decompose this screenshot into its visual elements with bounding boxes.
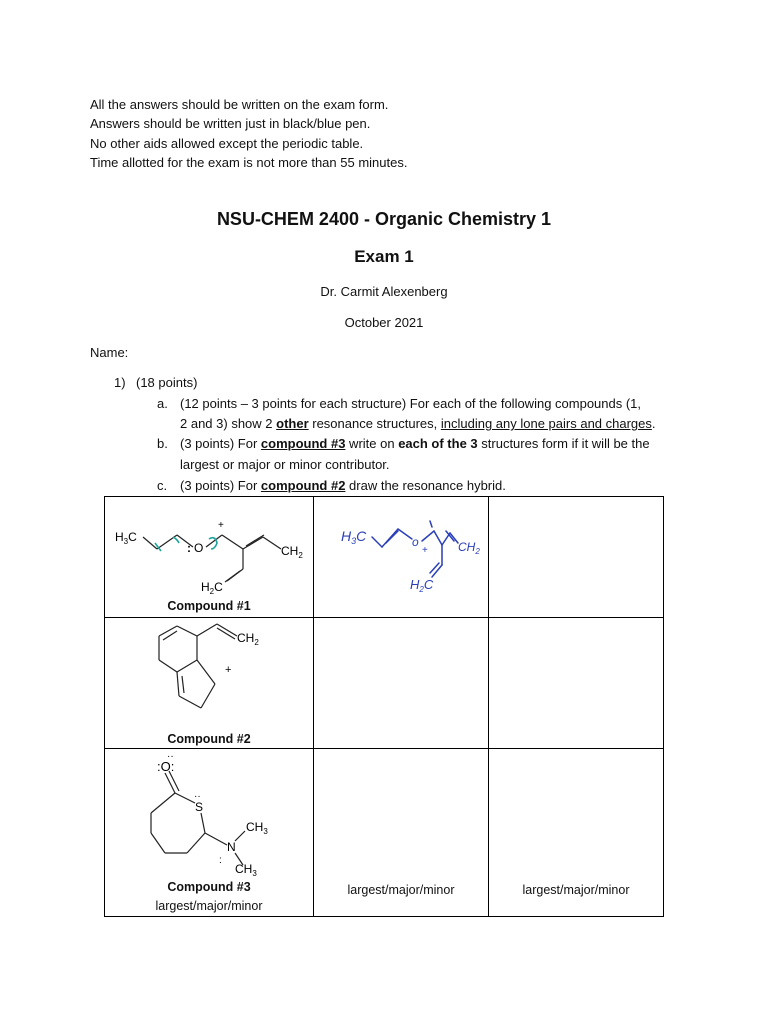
part-b-marker: b. <box>157 436 168 451</box>
compound-1-cell <box>105 497 314 618</box>
plus-charge: + <box>218 520 224 531</box>
part-a-text: . <box>651 416 656 431</box>
compound-2-label: Compound #2 <box>167 732 251 746</box>
oxygen-label: :O: <box>157 759 175 774</box>
part-a-text: resonance structures, <box>308 416 441 431</box>
compound-3-cell <box>105 749 314 917</box>
instruction-line: Time allotted for the exam is not more than 55 minutes. <box>90 154 408 170</box>
contributor-options: largest/major/minor <box>347 883 455 897</box>
compound-1-label: Compound #1 <box>167 599 251 613</box>
nitrogen-label: N <box>227 840 236 854</box>
table-row <box>105 749 664 917</box>
plus-charge: + <box>225 664 232 676</box>
answer-cell-2a[interactable] <box>314 618 489 749</box>
exam-title: Exam 1 <box>354 247 414 266</box>
lone-pair-dots: : <box>219 855 222 866</box>
part-b-text: (3 points) For <box>180 436 261 451</box>
question-number: 1) <box>114 375 126 390</box>
answer-cell-1b[interactable] <box>489 497 664 618</box>
name-label: Name: <box>90 345 129 360</box>
h2c-label: $H_2C$ <box>201 580 223 596</box>
part-a-text: 2 and 3) show 2 <box>180 416 277 431</box>
lone-pair-dots: ·· <box>194 791 201 802</box>
handwritten-h2c: $H_2C$ <box>410 577 434 594</box>
part-b-compound: compound #3 <box>260 436 346 451</box>
question-points: (18 points) <box>136 375 198 390</box>
answer-cell-3b[interactable] <box>489 749 664 917</box>
handwritten-h3c: $H_3C$ <box>341 528 367 546</box>
part-c-compound: compound #2 <box>260 478 346 493</box>
table-row <box>105 618 664 749</box>
professor-name: Dr. Carmit Alexenberg <box>320 284 448 299</box>
h3c-label: $H_3C$ <box>115 530 137 546</box>
answer-cell-3a[interactable] <box>314 749 489 917</box>
answer-cell-2b[interactable] <box>489 618 664 749</box>
answer-cell-1a[interactable] <box>314 497 489 618</box>
part-c-marker: c. <box>157 478 168 493</box>
ch3-bottom-label: $CH_3$ <box>235 862 257 878</box>
table-row <box>105 497 664 618</box>
part-c-text: (3 points) For <box>180 478 261 493</box>
instruction-line: Answers should be written just in black/blue pen. <box>90 116 371 132</box>
part-b-bold: each of the 3 <box>398 436 478 451</box>
part-a-line2 <box>180 414 656 435</box>
compound-2-cell <box>105 618 314 749</box>
part-b-line2: largest or major or minor contributor. <box>180 457 390 472</box>
compound-3-label: Compound #3 <box>167 880 251 894</box>
handwritten-oxygen: o <box>412 535 419 549</box>
sulfur-label: S <box>195 800 204 814</box>
handwritten-answer <box>314 497 489 618</box>
ch3-top-label: $CH_3$ <box>246 820 268 836</box>
part-b-line1 <box>180 434 650 455</box>
course-title: NSU-CHEM 2400 - Organic Chemistry 1 <box>216 209 552 229</box>
part-b-text: write on <box>345 436 399 451</box>
part-c-text: draw the resonance hybrid. <box>345 478 506 493</box>
part-a-marker: a. <box>157 396 168 411</box>
part-a-underlined: including any lone pairs and charges <box>440 416 652 431</box>
instruction-line: No other aids allowed except the periodic table. <box>90 135 364 151</box>
lone-pair-dots: ·· <box>167 751 174 762</box>
handwritten-ch2: $CH_2$ <box>458 540 480 556</box>
part-b-text: structures form if it will be the <box>477 436 650 451</box>
contributor-options: largest/major/minor <box>155 899 263 913</box>
oxygen-label: O <box>194 541 204 555</box>
contributor-options: largest/major/minor <box>522 883 630 897</box>
part-a-line1: (12 points – 3 points for each structure) For each of the following compounds (1, <box>180 396 642 411</box>
ch2-label: $CH_2$ <box>237 631 259 647</box>
handwritten-plus: + <box>422 545 428 556</box>
lone-pair-dots: : <box>187 541 191 555</box>
instruction-line: All the answers should be written on the exam form. <box>90 97 389 112</box>
part-c-line <box>180 476 506 497</box>
exam-instructions <box>90 95 407 172</box>
answer-table <box>104 496 664 917</box>
compound-2-structure <box>105 618 314 749</box>
part-a-other: other <box>276 416 309 431</box>
ch2-label: $CH_2$ <box>281 544 303 560</box>
exam-date: October 2021 <box>344 315 424 330</box>
